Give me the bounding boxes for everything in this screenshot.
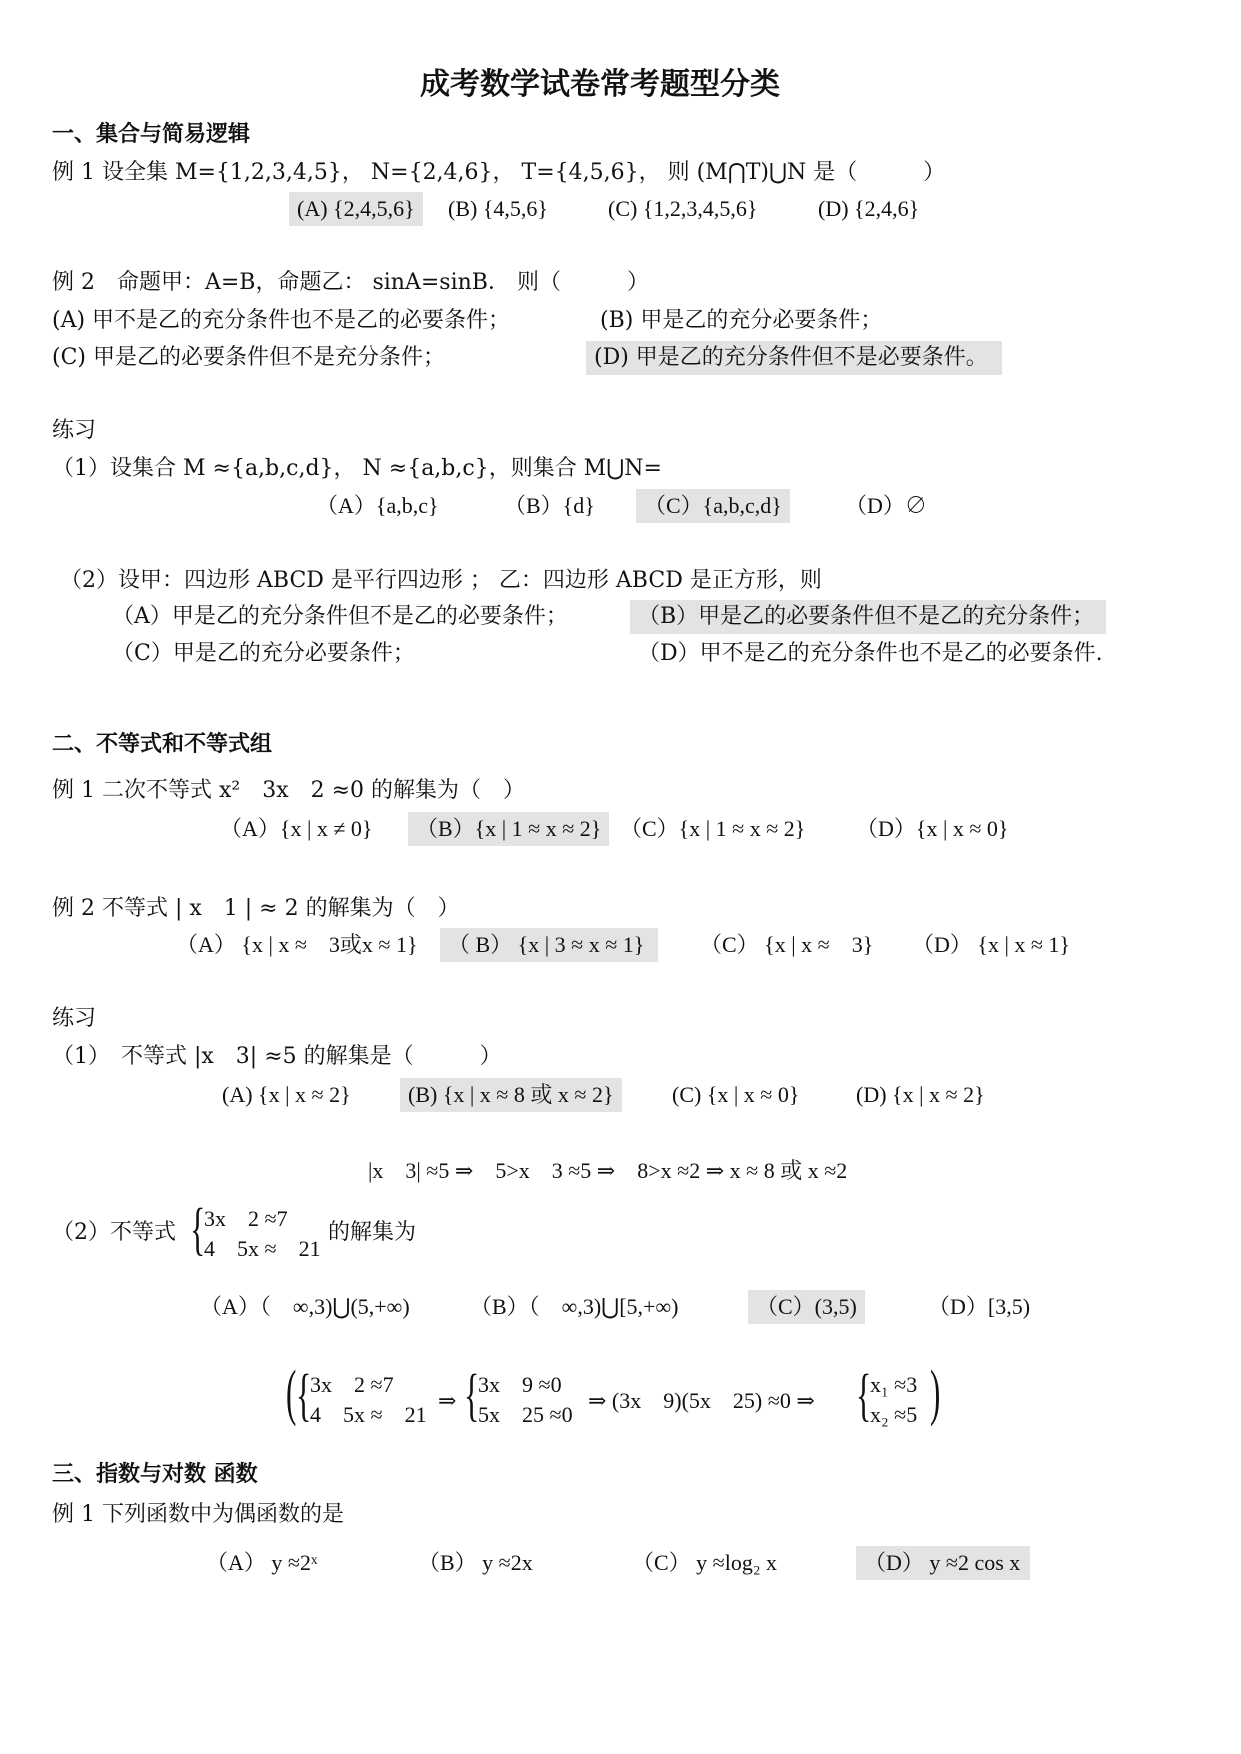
solution-mid-line-1: 3x 9 ≈0 bbox=[478, 1372, 562, 1397]
left-brace-icon: { bbox=[296, 1362, 312, 1427]
ineq-practice-2-option-c: （C）(3,5) bbox=[748, 1290, 865, 1324]
ineq-example-2-option-c: （C） {x | x ≈ 3} bbox=[700, 932, 874, 957]
page-title: 成考数学试卷常考题型分类 bbox=[420, 67, 780, 102]
system-line-2: 4 5x ≈ 21 bbox=[204, 1236, 321, 1261]
ineq-example-2-question: 例 2 不等式 | x 1 | ≈ 2 的解集为（ ） bbox=[52, 896, 460, 921]
ineq-example-1-option-b: （B）{x | 1 ≈ x ≈ 2} bbox=[408, 812, 609, 846]
func-example-1-option-a: （A） y ≈2ˣ bbox=[206, 1550, 318, 1575]
func-example-1-question: 例 1 下列函数中为偶函数的是 bbox=[52, 1502, 344, 1527]
solution-system-line-1: 3x 2 ≈7 bbox=[310, 1372, 394, 1397]
section-heading-exp-log: 三、指数与对数 函数 bbox=[52, 1462, 258, 1487]
solution-root-1: x₁ ≈3 bbox=[870, 1372, 918, 1397]
func-example-1-option-b: （B） y ≈2x bbox=[418, 1550, 533, 1575]
ineq-example-2-option-a: （A） {x | x ≈ 3或x ≈ 1} bbox=[176, 932, 418, 957]
ineq-practice-1-option-c: (C) {x | x ≈ 0} bbox=[672, 1082, 800, 1107]
practice-2-option-a: （A）甲是乙的充分条件但不是乙的必要条件； bbox=[112, 604, 568, 629]
ineq-practice-1-question: （1） 不等式 |x 3| ≈5 的解集是（ ） bbox=[52, 1044, 502, 1069]
solution-mid-line-2: 5x 25 ≈0 bbox=[478, 1402, 573, 1427]
ineq-example-1-option-c: （C）{x | 1 ≈ x ≈ 2} bbox=[620, 816, 806, 841]
example-2-option-d: (D) 甲是乙的充分条件但不是必要条件。 bbox=[586, 341, 1002, 375]
left-brace-icon: { bbox=[190, 1196, 206, 1261]
implies-symbol: ⇒ bbox=[438, 1388, 457, 1413]
ineq-practice-2-prefix: （2）不等式 bbox=[52, 1220, 176, 1245]
solution-product: ⇒ (3x 9)(5x 25) ≈0 ⇒ bbox=[588, 1388, 815, 1413]
practice-1-option-c: （C）{a,b,c,d} bbox=[636, 489, 790, 523]
practice-2-option-d: （D）甲不是乙的充分条件也不是乙的必要条件. bbox=[638, 641, 1103, 666]
example-1-option-a: (A) {2,4,5,6} bbox=[289, 192, 423, 226]
solution-system-line-2: 4 5x ≈ 21 bbox=[310, 1402, 427, 1427]
ineq-practice-2-option-d: （D）[3,5) bbox=[928, 1294, 1031, 1319]
ineq-practice-1-option-d: (D) {x | x ≈ 2} bbox=[856, 1082, 985, 1107]
section-heading-sets-logic: 一、集合与简易逻辑 bbox=[52, 122, 251, 147]
practice-1-option-a: （A）{a,b,c} bbox=[316, 493, 439, 518]
system-line-1: 3x 2 ≈7 bbox=[204, 1206, 288, 1231]
example-1-option-b: (B) {4,5,6} bbox=[448, 196, 548, 221]
left-brace-icon: { bbox=[856, 1362, 872, 1427]
ineq-example-1-question: 例 1 二次不等式 x² 3x 2 ≈0 的解集为（ ） bbox=[52, 778, 526, 803]
example-1-option-d: (D) {2,4,6} bbox=[818, 196, 920, 221]
ineq-practice-2-option-a: （A）（ ∞,3)⋃(5,+∞) bbox=[200, 1294, 410, 1319]
ineq-example-1-option-a: （A）{x | x ≠ 0} bbox=[220, 816, 373, 841]
practice-2-option-c: （C）甲是乙的充分必要条件； bbox=[112, 641, 415, 666]
practice-2-question: （2）设甲：四边形 ABCD 是平行四边形 ； 乙：四边形 ABCD 是正方形，则 bbox=[60, 568, 822, 593]
practice-2-option-b: （B）甲是乙的必要条件但不是乙的充分条件； bbox=[630, 600, 1106, 634]
ineq-practice-1-option-b: (B) {x | x ≈ 8 或 x ≈ 2} bbox=[400, 1078, 622, 1112]
func-example-1-option-c: （C） y ≈log₂ x bbox=[632, 1550, 778, 1575]
example-1-option-c: (C) {1,2,3,4,5,6} bbox=[608, 196, 758, 221]
practice-label-1: 练习 bbox=[52, 418, 97, 443]
practice-1-question: （1）设集合 M ≈{a,b,c,d}， N ≈{a,b,c}，则集合 M⋃N= bbox=[52, 456, 662, 481]
example-2-option-c: (C) 甲是乙的必要条件但不是充分条件； bbox=[52, 345, 445, 370]
example-2-option-b: (B) 甲是乙的充分必要条件； bbox=[600, 308, 883, 333]
solution-root-2: x₂ ≈5 bbox=[870, 1402, 918, 1427]
practice-1-option-d: （D）∅ bbox=[845, 493, 927, 518]
ineq-practice-2-suffix: 的解集为 bbox=[328, 1220, 417, 1245]
left-brace-icon: { bbox=[464, 1362, 480, 1427]
func-example-1-option-d: （D） y ≈2 cos x bbox=[856, 1546, 1030, 1580]
example-2-option-a: (A) 甲不是乙的充分条件也不是乙的必要条件； bbox=[52, 308, 511, 333]
practice-1-option-b: （B）{d} bbox=[504, 493, 595, 518]
ineq-example-2-option-d: （D） {x | x ≈ 1} bbox=[912, 932, 1070, 957]
example-2-question: 例 2 命题甲：A=B，命题乙： sinA=sinB． 则（ ） bbox=[52, 270, 649, 295]
example-1-question: 例 1 设全集 M={1,2,3,4,5}， N={2,4,6}， T={4,5,6}， 则 (M⋂T)⋃N 是（ ） bbox=[52, 160, 946, 185]
ineq-practice-1-option-a: (A) {x | x ≈ 2} bbox=[222, 1082, 351, 1107]
practice-label-2: 练习 bbox=[52, 1006, 97, 1031]
ineq-practice-1-solution: |x 3| ≈5 ⇒ 5>x 3 ≈5 ⇒ 8>x ≈2 ⇒ x ≈ 8 或 x ≈2 bbox=[368, 1158, 848, 1183]
outer-left-paren-icon: ( bbox=[286, 1359, 297, 1427]
ineq-practice-2-option-b: （B）（ ∞,3)⋃[5,+∞) bbox=[470, 1294, 679, 1319]
ineq-example-2-option-b: （ B） {x | 3 ≈ x ≈ 1} bbox=[440, 928, 658, 962]
outer-right-paren-icon: ) bbox=[930, 1359, 941, 1427]
section-heading-inequalities: 二、不等式和不等式组 bbox=[52, 732, 273, 757]
ineq-example-1-option-d: （D）{x | x ≈ 0} bbox=[856, 816, 1009, 841]
